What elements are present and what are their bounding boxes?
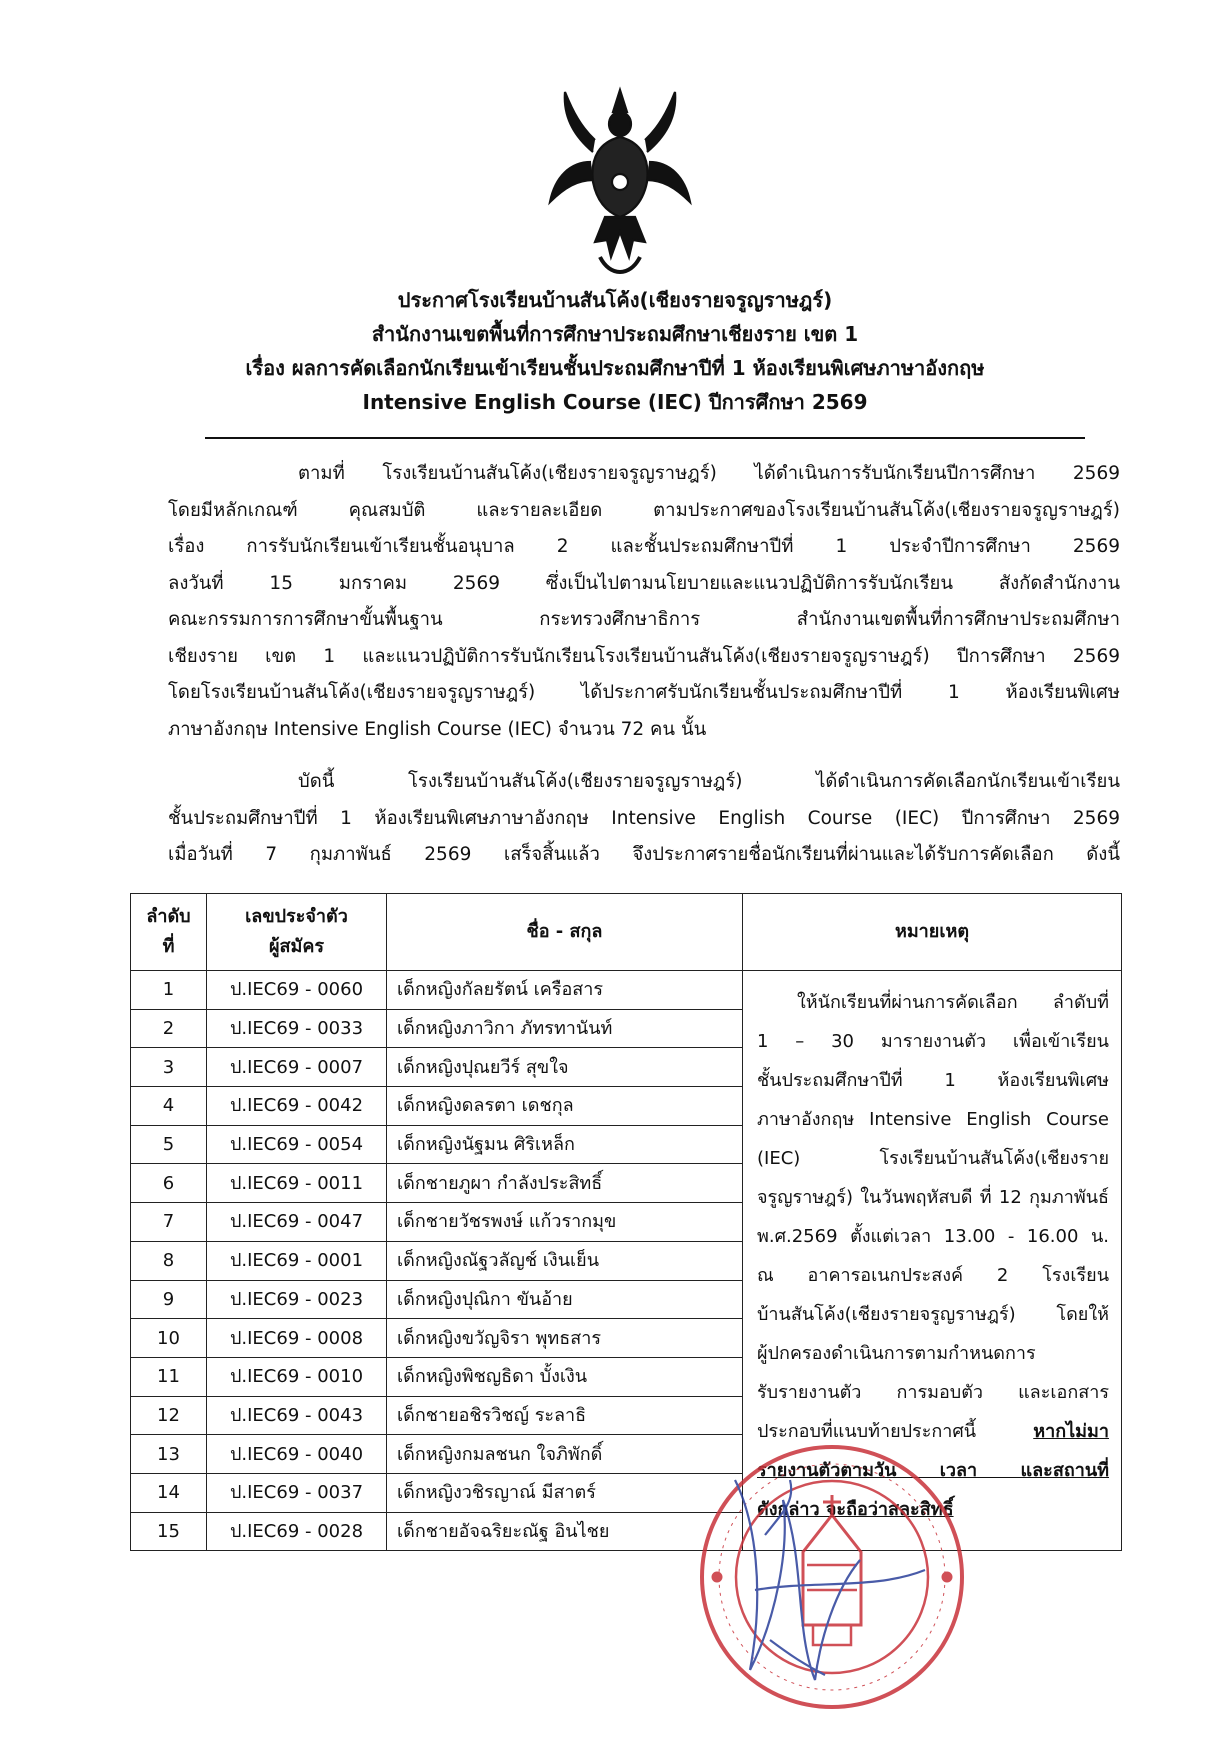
cell-name: เด็กชายอัจฉริยะณัฐ อินไชย (387, 1512, 743, 1551)
header-line-office: สำนักงานเขตพื้นที่การศึกษาประถมศึกษาเชียงราย เขต 1 (371, 322, 859, 346)
note-line: พ.ศ.2569 ตั้งแต่เวลา 13.00 - 16.00 น. (757, 1226, 1109, 1247)
cell-number: 6 (131, 1164, 207, 1203)
cell-name: เด็กหญิงณัฐวลัญช์ เงินเย็น (387, 1241, 743, 1280)
paragraph-line: ภาษาอังกฤษ Intensive English Course (IEC) จำนวน 72 คน นั้น (168, 718, 707, 740)
cell-number: 7 (131, 1203, 207, 1242)
note-line: (IEC) โรงเรียนบ้านสันโค้ง(เชียงราย (757, 1148, 1109, 1169)
cell-applicant-id: ป.IEC69 - 0040 (207, 1435, 387, 1474)
cell-applicant-id: ป.IEC69 - 0060 (207, 971, 387, 1010)
cell-applicant-id: ป.IEC69 - 0001 (207, 1241, 387, 1280)
cell-applicant-id: ป.IEC69 - 0054 (207, 1125, 387, 1164)
school-seal-stamp-icon (695, 1440, 970, 1715)
cell-name: เด็กหญิงปุณยวีร์ สุขใจ (387, 1048, 743, 1087)
cell-number: 12 (131, 1396, 207, 1435)
cell-number: 2 (131, 1009, 207, 1048)
cell-number: 13 (131, 1435, 207, 1474)
cell-number: 4 (131, 1087, 207, 1126)
cell-applicant-id: ป.IEC69 - 0033 (207, 1009, 387, 1048)
paragraph-line: คณะกรรมการการศึกษาขั้นพื้นฐาน กระทรวงศึกษาธิการ สำนักงานเขตพื้นที่การศึกษาประถมศึกษา (168, 609, 1120, 630)
note-warning-text: ดังกล่าว จะถือว่าสละสิทธิ์ (757, 1499, 954, 1520)
cell-number: 14 (131, 1473, 207, 1512)
paragraph-line: ชั้นประถมศึกษาปีที่ 1 ห้องเรียนพิเศษภาษาอังกฤษ Intensive English Course (IEC) ปีการศึกษา 2569 (168, 807, 1120, 829)
header-note: หมายเหตุ (743, 894, 1122, 971)
paragraph-results-intro (168, 764, 1120, 874)
cell-applicant-id: ป.IEC69 - 0042 (207, 1087, 387, 1126)
header-name: ชื่อ - สกุล (387, 894, 743, 971)
table-row (131, 971, 1122, 1010)
cell-number: 9 (131, 1280, 207, 1319)
cell-number: 11 (131, 1357, 207, 1396)
header-number: ลำดับ ที่ (131, 894, 207, 971)
garuda-emblem-icon (545, 82, 695, 282)
note-line: บ้านสันโค้ง(เชียงรายจรูญราษฎร์) โดยให้ (757, 1304, 1109, 1325)
paragraph-line: โดยโรงเรียนบ้านสันโค้ง(เชียงรายจรูญราษฎร์) ได้ประกาศรับนักเรียนชั้นประถมศึกษาปีที่ 1 ห้องเรียนพิเศษ (168, 682, 1120, 703)
note-line: ประกอบที่แนบท้ายประกาศนี้ หากไม่มา (757, 1421, 1109, 1442)
cell-number: 5 (131, 1125, 207, 1164)
cell-name: เด็กหญิงปุณิกา ขันอ้าย (387, 1280, 743, 1319)
note-line: รับรายงานตัว การมอบตัว และเอกสาร (757, 1382, 1109, 1403)
paragraph-background (168, 456, 1120, 748)
paragraph-line: เรื่อง การรับนักเรียนเข้าเรียนชั้นอนุบาล 2 และชั้นประถมศึกษาปีที่ 1 ประจำปีการศึกษา 2569 (168, 536, 1120, 557)
cell-name: เด็กหญิงวชิรญาณ์ มีสาตร์ (387, 1473, 743, 1512)
paragraph-line: ลงวันที่ 15 มกราคม 2569 ซึ่งเป็นไปตามนโยบายและแนวปฏิบัติการรับนักเรียน สังกัดสำนักงาน (168, 572, 1120, 594)
paragraph-line: โดยมีหลักเกณฑ์ คุณสมบัติ และรายละเอียด ตามประกาศของโรงเรียนบ้านสันโค้ง(เชียงรายจรูญราษฎร์) (168, 499, 1120, 521)
note-line: ภาษาอังกฤษ Intensive English Course (757, 1109, 1109, 1130)
cell-name: เด็กหญิงดลรตา เดชกุล (387, 1087, 743, 1126)
note-line: ชั้นประถมศึกษาปีที่ 1 ห้องเรียนพิเศษ (757, 1070, 1109, 1091)
note-warning-text: รายงานตัวตามวัน เวลา และสถานที่ (757, 1460, 1109, 1481)
cell-name: เด็กชายอชิรวิชญ์ ระลาธิ (387, 1396, 743, 1435)
note-line: ผู้ปกครองดำเนินการตามกำหนดการ (757, 1343, 1036, 1364)
cell-name: เด็กหญิงกมลชนก ใจภิพักดิ์ (387, 1435, 743, 1474)
cell-applicant-id: ป.IEC69 - 0028 (207, 1512, 387, 1551)
cell-name: เด็กหญิงพิชญธิดา บั้งเงิน (387, 1357, 743, 1396)
announcement-header (130, 283, 1100, 419)
paragraph-line: เมื่อวันที่ 7 กุมภาพันธ์ 2569 เสร็จสิ้นแล้ว จึงประกาศรายชื่อนักเรียนที่ผ่านและได้รับการคัดเลือก ดังนี้ (168, 844, 1120, 865)
cell-applicant-id: ป.IEC69 - 0008 (207, 1319, 387, 1358)
cell-applicant-id: ป.IEC69 - 0010 (207, 1357, 387, 1396)
cell-number: 1 (131, 971, 207, 1010)
header-line-school: ประกาศโรงเรียนบ้านสันโค้ง(เชียงรายจรูญราษฎร์) (397, 288, 833, 312)
paragraph-line: บัดนี้ โรงเรียนบ้านสันโค้ง(เชียงรายจรูญราษฎร์) ได้ดำเนินการคัดเลือกนักเรียนเข้าเรียน (298, 771, 1120, 792)
note-line: จรูญราษฎร์) ในวันพฤหัสบดี ที่ 12 กุมภาพันธ์ (757, 1187, 1109, 1208)
note-line: ให้นักเรียนที่ผ่านการคัดเลือก ลำดับที่ (797, 992, 1109, 1013)
cell-name: เด็กหญิงนัฐมน ศิริเหล็ก (387, 1125, 743, 1164)
cell-name: เด็กชายวัชรพงษ์ แก้วรากมุข (387, 1203, 743, 1242)
cell-number: 15 (131, 1512, 207, 1551)
cell-applicant-id: ป.IEC69 - 0037 (207, 1473, 387, 1512)
cell-number: 10 (131, 1319, 207, 1358)
table-header-row (131, 894, 1122, 971)
cell-applicant-id: ป.IEC69 - 0043 (207, 1396, 387, 1435)
header-line-subject: เรื่อง ผลการคัดเลือกนักเรียนเข้าเรียนชั้นประถมศึกษาปีที่ 1 ห้องเรียนพิเศษภาษาอังกฤษ (245, 356, 985, 380)
header-line-program: Intensive English Course (IEC) ปีการศึกษา 2569 (362, 390, 868, 414)
note-line: 1 – 30 มารายงานตัว เพื่อเข้าเรียน (757, 1031, 1109, 1052)
cell-applicant-id: ป.IEC69 - 0007 (207, 1048, 387, 1087)
cell-number: 3 (131, 1048, 207, 1087)
cell-name: เด็กหญิงภาวิกา ภัทรทานันท์ (387, 1009, 743, 1048)
results-table (130, 893, 1122, 1551)
paragraph-line: ตามที่ โรงเรียนบ้านสันโค้ง(เชียงรายจรูญราษฎร์) ได้ดำเนินการรับนักเรียนปีการศึกษา 2569 (298, 463, 1120, 484)
header-divider (205, 437, 1085, 439)
cell-applicant-id: ป.IEC69 - 0011 (207, 1164, 387, 1203)
cell-name: เด็กชายภูผา กำลังประสิทธิ์ (387, 1164, 743, 1203)
paragraph-line: เชียงราย เขต 1 และแนวปฏิบัติการรับนักเรียนโรงเรียนบ้านสันโค้ง(เชียงรายจรูญราษฎร์) ปีการศึกษา 2569 (168, 645, 1120, 667)
cell-name: เด็กหญิงขวัญจิรา พุทธสาร (387, 1319, 743, 1358)
cell-applicant-id: ป.IEC69 - 0047 (207, 1203, 387, 1242)
note-line: ณ อาคารอเนกประสงค์ 2 โรงเรียน (757, 1265, 1109, 1286)
cell-name: เด็กหญิงกัลยรัตน์ เครือสาร (387, 971, 743, 1010)
note-warning-text: หากไม่มา (1033, 1421, 1109, 1442)
cell-number: 8 (131, 1241, 207, 1280)
cell-applicant-id: ป.IEC69 - 0023 (207, 1280, 387, 1319)
header-applicant-id: เลขประจำตัว ผู้สมัคร (207, 894, 387, 971)
